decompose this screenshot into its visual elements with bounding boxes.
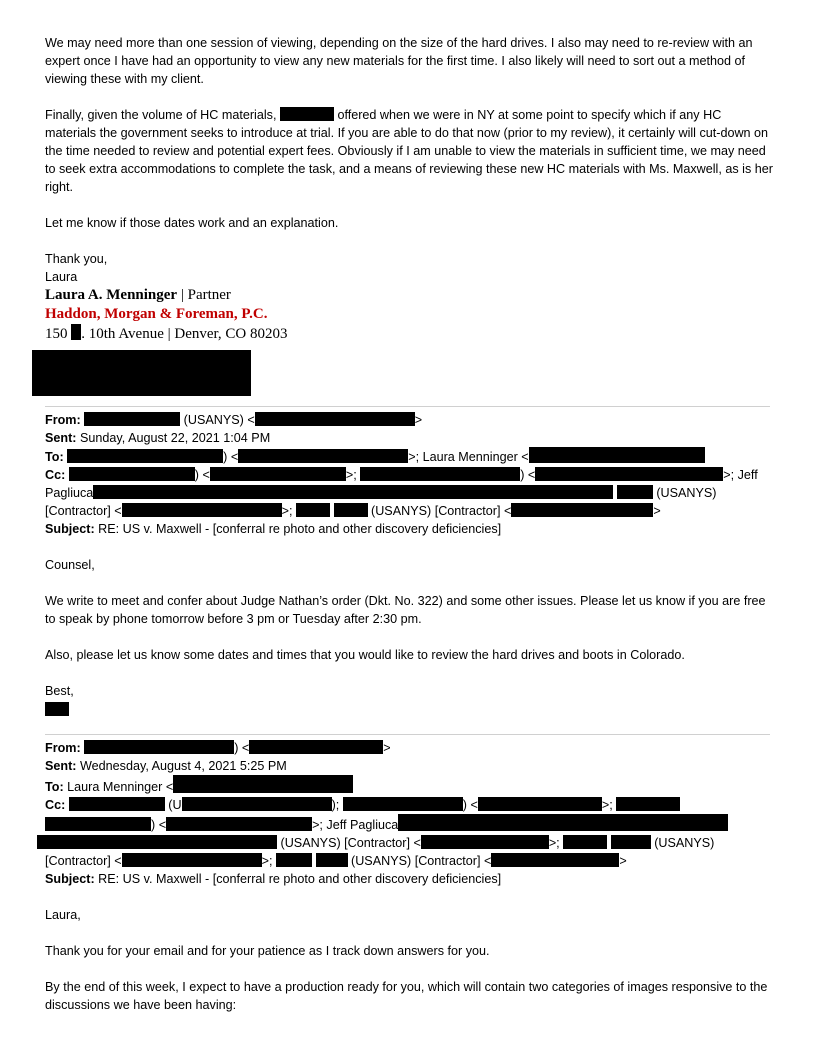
email1-closing: Best,	[45, 684, 74, 698]
closing-name: Laura	[45, 270, 78, 284]
signature-name: Laura A. Menninger | Partner	[45, 287, 231, 303]
redaction-block	[32, 350, 251, 396]
sent-line: Sent: Sunday, August 22, 2021 1:04 PM	[45, 431, 271, 445]
cc-line-2: Pagliuca (USANYS)	[45, 486, 717, 500]
cc-line-3: [Contractor] < >; (USANYS) [Contractor] < >	[45, 504, 661, 518]
cc-line: Cc: ) < >; ) < >; Jeff	[45, 468, 758, 482]
email2-salutation: Laura,	[45, 908, 81, 922]
redaction-block	[276, 853, 312, 867]
redaction-block	[421, 835, 549, 849]
redaction-block	[93, 485, 613, 499]
redaction-block	[71, 324, 81, 340]
redaction-block	[84, 740, 234, 754]
email1-salutation: Counsel,	[45, 558, 95, 572]
subject-line: Subject: RE: US v. Maxwell - [conferral re photo and other discovery deficiencies]	[45, 872, 502, 886]
redaction-block	[491, 853, 619, 867]
redaction-block	[563, 835, 607, 849]
email-header-2	[45, 739, 775, 888]
redaction-block	[249, 740, 383, 754]
sent-line: Sent: Wednesday, August 4, 2021 5:25 PM	[45, 759, 287, 773]
to-line: To: ) < >; Laura Menninger <	[45, 447, 775, 466]
redaction-block	[360, 467, 520, 481]
signature-address: 150 . 10th Avenue | Denver, CO 80203	[45, 326, 288, 342]
redaction-block	[280, 107, 334, 121]
redaction-block	[343, 797, 463, 811]
cc-line-2: ) < >; Jeff Pagliuca	[45, 814, 775, 834]
signature-firm: Haddon, Morgan & Foreman, P.C.	[45, 306, 268, 322]
redaction-block	[210, 467, 346, 481]
redaction-block	[45, 702, 69, 716]
redaction-block	[529, 447, 705, 463]
redaction-block	[69, 467, 195, 481]
closing: Thank you,	[45, 252, 108, 266]
cc-line-4: [Contractor] < >; (USANYS) [Contractor] < >	[45, 854, 627, 868]
body-paragraph-3: Let me know if those dates work and an explanation.	[45, 216, 339, 230]
redaction-block	[617, 485, 653, 499]
redaction-block	[37, 835, 277, 849]
body-paragraph-1: We may need more than one session of viewing, depending on the size of the hard drives. I also may need to re-review with an expert once I have had an opportunity to view any new materials for the first time. I also likely will need to sort out a method of viewing these with my client.	[45, 36, 753, 86]
email2-paragraph-1: Thank you for your email and for your patience as I track down answers for you.	[45, 944, 490, 958]
from-line: From: ) < >	[45, 741, 391, 755]
email2-paragraph-2: By the end of this week, I expect to have a production ready for you, which will contain two categories of images responsive to the discussions we have been having:	[45, 980, 768, 1012]
redaction-block	[255, 412, 415, 426]
redaction-block	[616, 797, 680, 811]
redaction-block	[238, 449, 408, 463]
redaction-block	[173, 775, 353, 793]
redaction-block	[316, 853, 348, 867]
redaction-block	[166, 817, 312, 831]
email1-paragraph-1: We write to meet and confer about Judge Nathan’s order (Dkt. No. 322) and some other issues. Please let us know if you are free to speak by phone tomorrow before 3 pm or Tuesday after 2:30 pm.	[45, 594, 766, 626]
redaction-block	[296, 503, 330, 517]
redaction-block	[535, 467, 723, 481]
redaction-block	[69, 797, 165, 811]
redaction-block	[182, 797, 332, 811]
email-header-1	[45, 411, 775, 538]
cc-line: Cc: (U ); ) < >;	[45, 796, 775, 814]
email-document	[45, 34, 775, 1014]
redaction-block	[478, 797, 602, 811]
cc-line-3: (USANYS) [Contractor] < >; (USANYS)	[45, 834, 775, 852]
to-line: To: Laura Menninger <	[45, 775, 775, 796]
redaction-block	[45, 817, 151, 831]
redaction-block	[611, 835, 651, 849]
redaction-block	[334, 503, 368, 517]
from-line: From: (USANYS) < >	[45, 413, 423, 427]
redaction-block	[398, 814, 728, 831]
redaction-block	[122, 503, 282, 517]
subject-line: Subject: RE: US v. Maxwell - [conferral re photo and other discovery deficiencies]	[45, 522, 502, 536]
email1-paragraph-2: Also, please let us know some dates and times that you would like to review the hard drives and boots in Colorado.	[45, 648, 685, 662]
redaction-block	[67, 449, 223, 463]
redaction-block	[84, 412, 180, 426]
redaction-block	[511, 503, 653, 517]
redaction-block	[122, 853, 262, 867]
body-paragraph-2: Finally, given the volume of HC materials, offered when we were in NY at some point to specify which if any HC materials the government seeks to introduce at trial. If you are able to do that now (prior to my review), it certainly will cut-down on the time needed to review and potential expert fees. Obviously if I am unable to view the materials in sufficient time, we may need to seek extra accommodations to complete the task, and a means of reviewing these new HC materials with Ms. Maxwell, as is her right.	[45, 108, 773, 194]
